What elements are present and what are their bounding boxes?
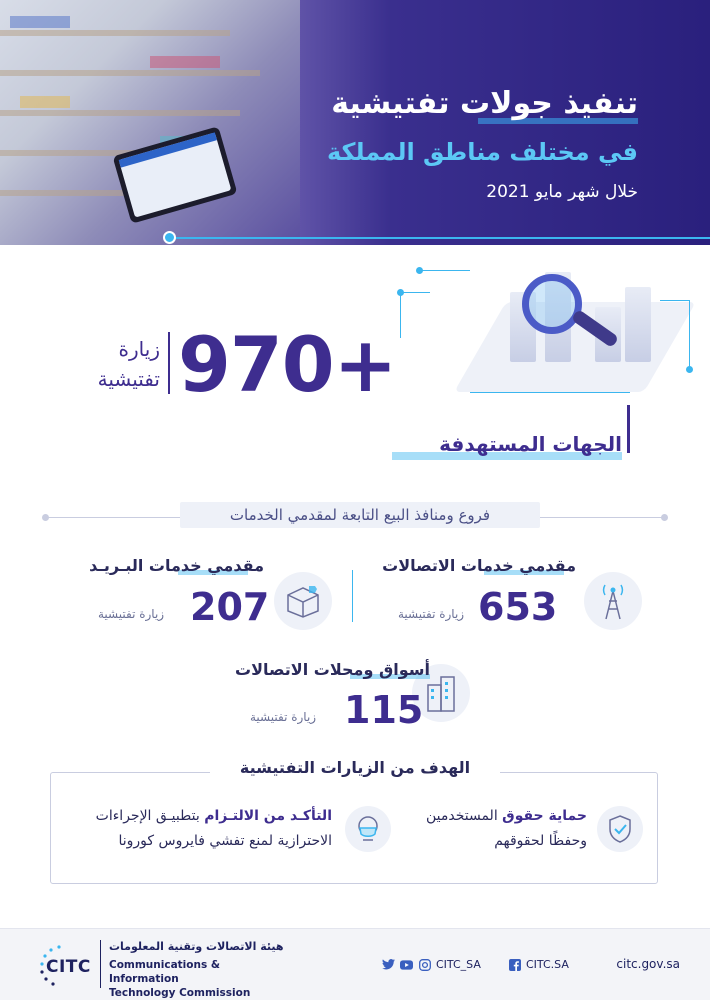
header-banner <box>0 0 710 245</box>
category-telecom-count: 653 <box>478 585 558 629</box>
category-markets-count: 115 <box>344 688 424 732</box>
targets-caption: فروع ومنافذ البيع التابعة لمقدمي الخدمات <box>180 502 540 528</box>
goal-1-text: حماية حقوق المستخدمين وحفظًا لحقوقهم <box>387 804 587 854</box>
goals-title: الهدف من الزيارات التفتيشية <box>210 758 500 777</box>
youtube-icon[interactable] <box>400 958 413 971</box>
goal-1-highlight: حماية حقوق <box>502 808 587 824</box>
total-visits-number: 970+ <box>178 320 397 409</box>
mask-icon <box>345 806 391 852</box>
goal-2-text: التأكـد من الالتـزام بتطبيـق الإجراءات الاحترازية لمنع تفشي فايروس كورونا <box>62 804 332 854</box>
citc-logo-text: CITC <box>46 957 91 977</box>
website-link[interactable]: citc.gov.sa <box>616 957 680 971</box>
goal-2-line2: الاحترازية لمنع تفشي فايروس كورونا <box>118 833 332 849</box>
category-separator <box>352 570 353 622</box>
social-handle-facebook[interactable]: CITC.SA <box>526 958 569 971</box>
stat-separator <box>168 332 170 394</box>
org-name-arabic: هيئة الاتصالات وتقنية المعلومات <box>109 940 284 953</box>
period-text: خلال شهر مايو 2021 <box>486 182 638 202</box>
tablet-image <box>112 126 237 224</box>
category-markets-title: أسواق ومحلات الاتصالات <box>235 660 430 679</box>
social-links-primary <box>382 958 481 971</box>
facebook-icon[interactable] <box>508 958 521 971</box>
instagram-icon[interactable] <box>418 958 431 971</box>
page-subtitle: في مختلف مناطق المملكة <box>326 138 638 166</box>
org-name-english: Communications & Information Technology Commission <box>109 959 251 999</box>
header-divider <box>170 237 710 239</box>
footer-separator <box>100 940 101 988</box>
page-title: تنفيذ جولات تفتيشية <box>331 86 638 121</box>
header-divider-dot <box>163 231 176 244</box>
total-visits-label: زيارة تفتيشية <box>97 337 160 391</box>
package-icon <box>274 572 332 630</box>
goal-1-line2: وحفظًا لحقوقهم <box>494 833 587 849</box>
category-postal-title: مقدمي خدمات البـريـد <box>89 556 264 575</box>
goal-2-highlight: التأكـد من الالتـزام <box>204 808 332 824</box>
category-postal-unit: زيارة تفتيشية <box>98 607 165 621</box>
section-accent-line <box>627 405 630 453</box>
twitter-icon[interactable] <box>382 958 395 971</box>
footer <box>0 928 710 1000</box>
targets-title: الجهات المستهدفة <box>439 432 622 456</box>
shield-check-icon <box>597 806 643 852</box>
social-links-facebook <box>508 958 569 971</box>
category-postal-count: 207 <box>190 585 270 629</box>
category-telecom-unit: زيارة تفتيشية <box>398 607 465 621</box>
social-handle-primary[interactable]: CITC_SA <box>436 958 481 971</box>
category-markets-unit: زيارة تفتيشية <box>250 710 317 724</box>
magnifier-icon <box>522 274 582 334</box>
warehouse-photo <box>0 0 300 245</box>
tower-icon <box>584 572 642 630</box>
category-telecom-title: مقدمي خدمات الاتصالات <box>382 556 576 575</box>
